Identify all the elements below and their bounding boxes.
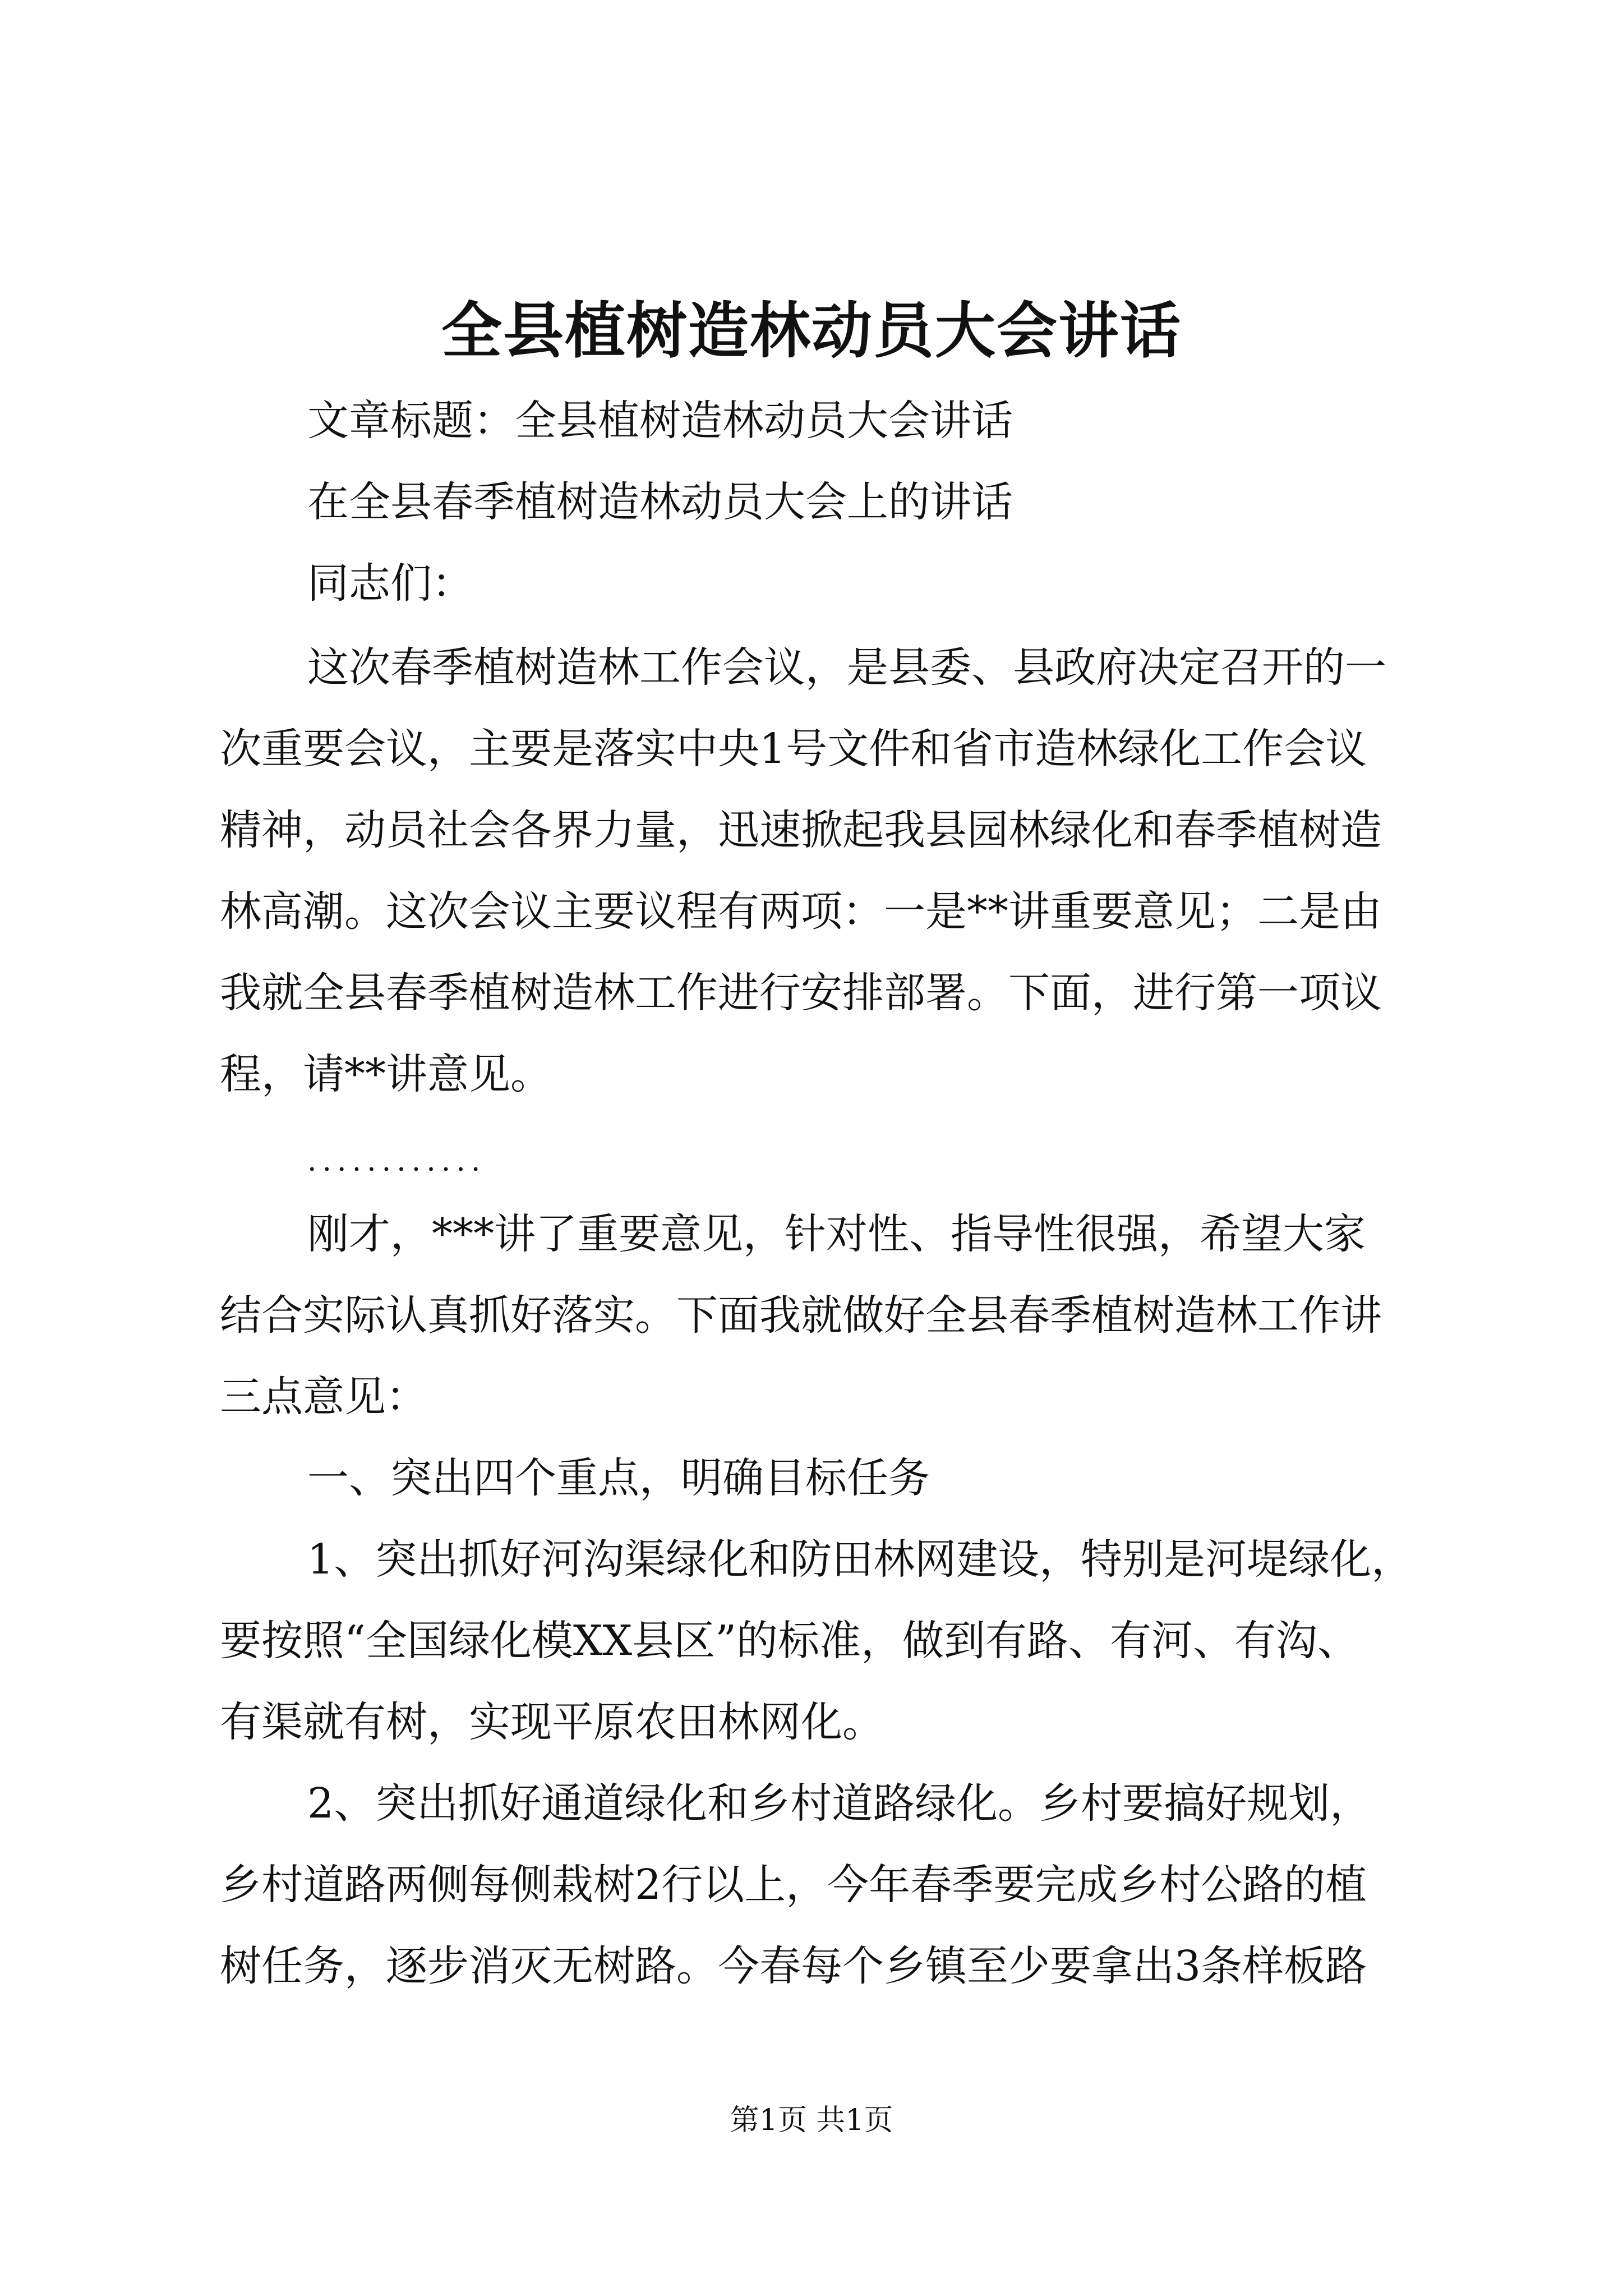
paragraph-line: 次重要会议，主要是落实中央1号文件和省市造林绿化工作会议 — [220, 725, 1367, 773]
salutation-line: 同志们： — [307, 559, 473, 608]
subtitle-line: 在全县春季植树造林动员大会上的讲话 — [307, 478, 1013, 526]
paragraph-line: 林高潮。这次会议主要议程有两项：一是**讲重要意见；二是由 — [220, 887, 1382, 936]
document-title: 全县植树造林动员大会讲话 — [441, 296, 1182, 366]
article-title-line: 文章标题：全县植树造林动员大会讲话 — [307, 397, 1013, 445]
paragraph-line: 我就全县春季植树造林工作进行安排部署。下面，进行第一项议 — [220, 969, 1382, 1017]
paragraph-line: 树任务，逐步消灭无树路。今春每个乡镇至少要拿出3条样板路 — [220, 1942, 1367, 1990]
paragraph-line: 刚才，***讲了重要意见，针对性、指导性很强，希望大家 — [307, 1210, 1366, 1258]
section-heading: 一、突出四个重点，明确目标任务 — [307, 1454, 930, 1502]
paragraph-line: 有渠就有树，实现平原农田林网化。 — [220, 1698, 884, 1746]
paragraph-line: 三点意见： — [220, 1373, 427, 1421]
separator-dots: ............ — [307, 1144, 486, 1178]
paragraph-line: 2、突出抓好通道绿化和乡村道路绿化。乡村要搞好规划， — [307, 1779, 1372, 1828]
paragraph-line: 乡村道路两侧每侧栽树2行以上，今年春季要完成乡村公路的植 — [220, 1861, 1367, 1909]
paragraph-line: 精神，动员社会各界力量，迅速掀起我县园林绿化和春季植树造 — [220, 806, 1382, 854]
page-footer: 第1页 共1页 — [730, 2104, 893, 2137]
paragraph-line: 结合实际认真抓好落实。下面我就做好全县春季植树造林工作讲 — [220, 1291, 1382, 1340]
paragraph-line: 这次春季植树造林工作会议，是县委、县政府决定召开的一 — [307, 643, 1386, 692]
paragraph-line: 1、突出抓好河沟渠绿化和防田林网建设，特别是河堤绿化， — [307, 1535, 1413, 1584]
paragraph-line: 要按照“全国绿化模XX县区”的标准，做到有路、有河、有沟、 — [220, 1617, 1359, 1665]
paragraph-line: 程，请**讲意见。 — [220, 1050, 552, 1098]
